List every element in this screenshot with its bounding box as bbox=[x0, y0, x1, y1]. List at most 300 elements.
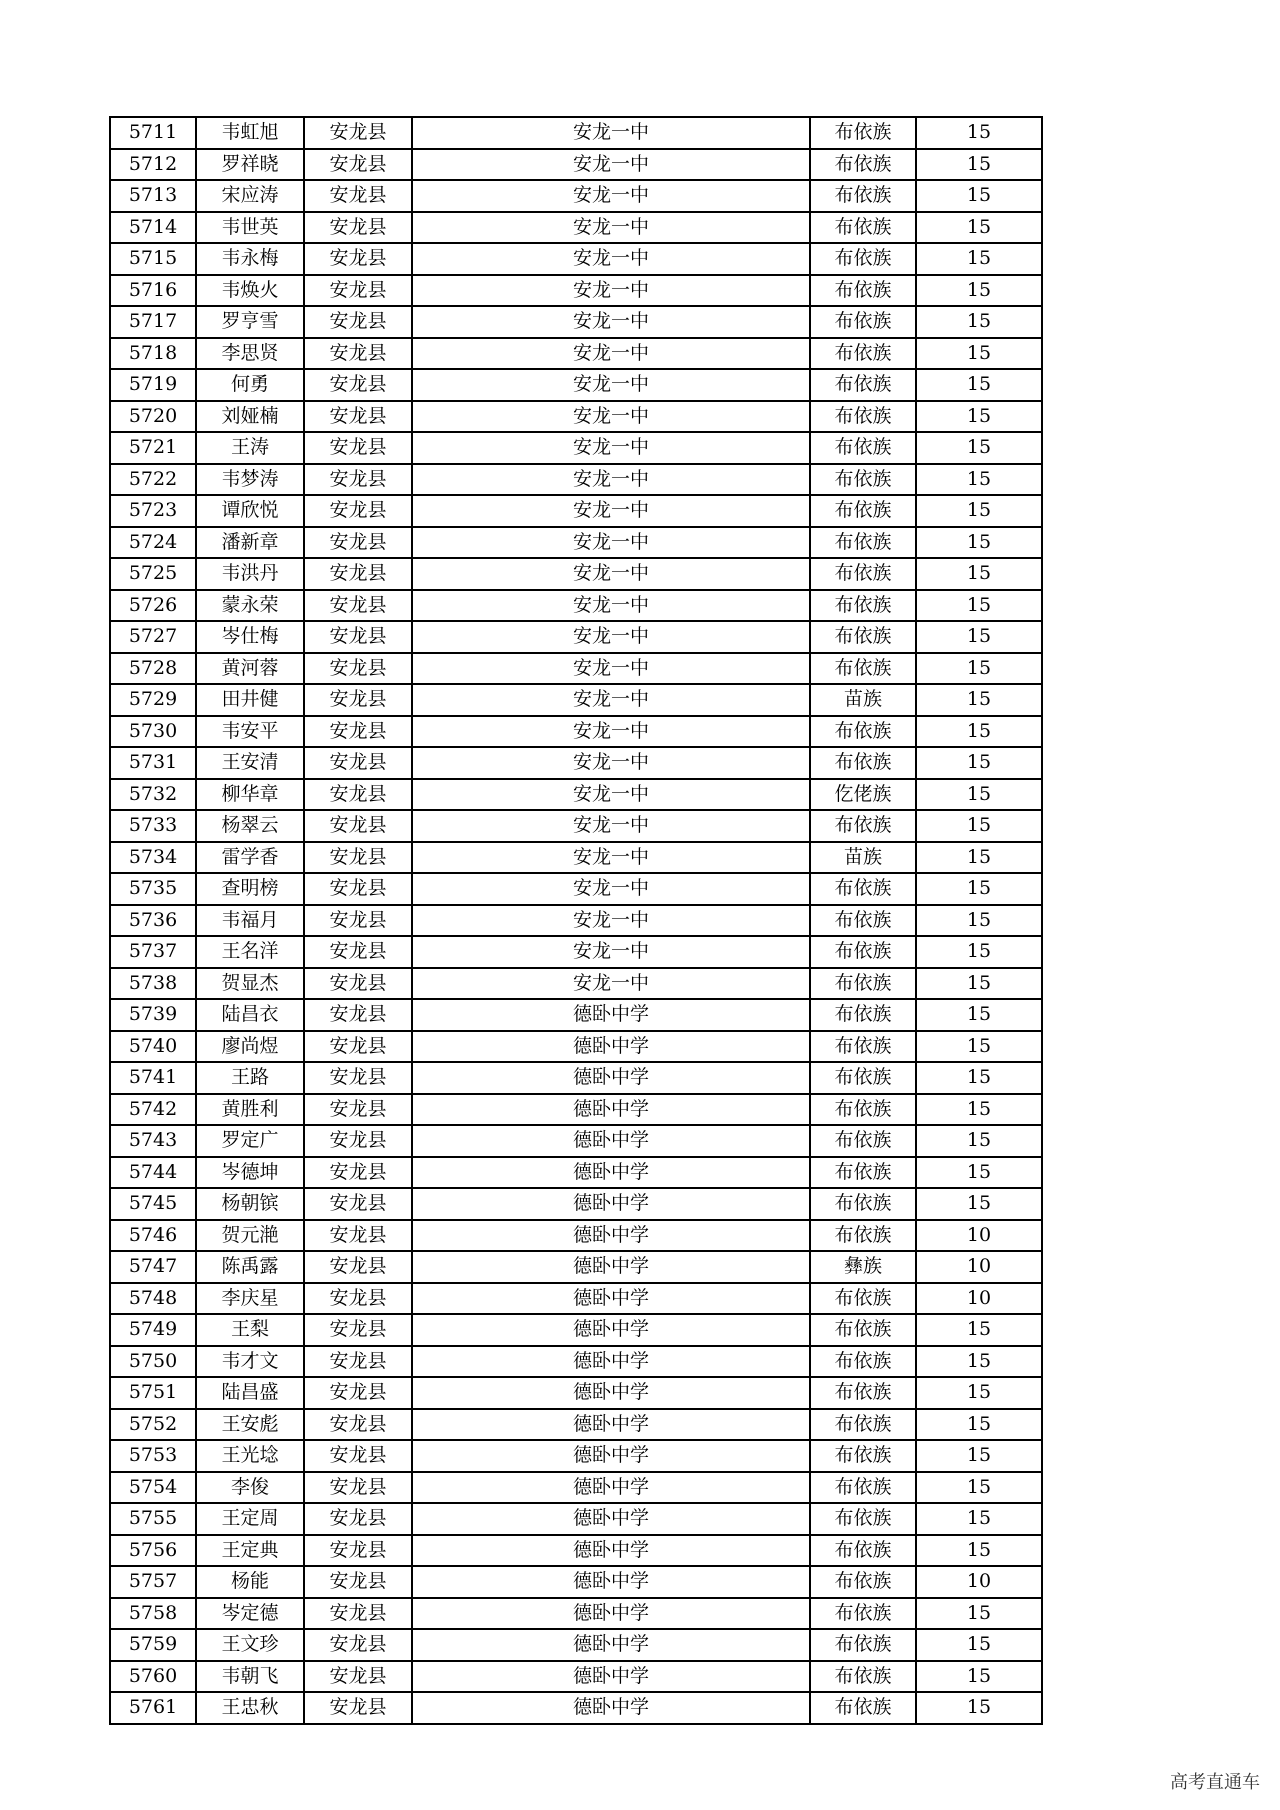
score-cell: 15 bbox=[916, 369, 1042, 401]
student-name-cell: 李思贤 bbox=[196, 338, 304, 370]
student-id-cell: 5735 bbox=[110, 873, 196, 905]
score-cell: 15 bbox=[916, 936, 1042, 968]
ethnicity-cell: 布依族 bbox=[810, 369, 916, 401]
student-id-cell: 5733 bbox=[110, 810, 196, 842]
table-row bbox=[110, 338, 1042, 370]
score-cell: 15 bbox=[916, 1157, 1042, 1189]
county-cell: 安龙县 bbox=[304, 432, 412, 464]
school-cell: 安龙一中 bbox=[412, 275, 810, 307]
county-cell: 安龙县 bbox=[304, 842, 412, 874]
student-id-cell: 5718 bbox=[110, 338, 196, 370]
table-row bbox=[110, 905, 1042, 937]
county-cell: 安龙县 bbox=[304, 1251, 412, 1283]
ethnicity-cell: 布依族 bbox=[810, 338, 916, 370]
county-cell: 安龙县 bbox=[304, 779, 412, 811]
table-row bbox=[110, 464, 1042, 496]
student-name-cell: 岑仕梅 bbox=[196, 621, 304, 653]
score-cell: 15 bbox=[916, 117, 1042, 149]
score-cell: 15 bbox=[916, 621, 1042, 653]
county-cell: 安龙县 bbox=[304, 1503, 412, 1535]
table-row bbox=[110, 1220, 1042, 1252]
ethnicity-cell: 布依族 bbox=[810, 495, 916, 527]
student-id-cell: 5712 bbox=[110, 149, 196, 181]
county-cell: 安龙县 bbox=[304, 527, 412, 559]
county-cell: 安龙县 bbox=[304, 1598, 412, 1630]
table-row bbox=[110, 558, 1042, 590]
county-cell: 安龙县 bbox=[304, 495, 412, 527]
student-id-cell: 5724 bbox=[110, 527, 196, 559]
score-cell: 15 bbox=[916, 1094, 1042, 1126]
score-cell: 15 bbox=[916, 1472, 1042, 1504]
county-cell: 安龙县 bbox=[304, 999, 412, 1031]
ethnicity-cell: 布依族 bbox=[810, 1283, 916, 1315]
ethnicity-cell: 布依族 bbox=[810, 905, 916, 937]
county-cell: 安龙县 bbox=[304, 968, 412, 1000]
table-row bbox=[110, 1503, 1042, 1535]
county-cell: 安龙县 bbox=[304, 401, 412, 433]
score-cell: 15 bbox=[916, 243, 1042, 275]
student-id-cell: 5747 bbox=[110, 1251, 196, 1283]
school-cell: 安龙一中 bbox=[412, 149, 810, 181]
ethnicity-cell: 布依族 bbox=[810, 1440, 916, 1472]
school-cell: 德卧中学 bbox=[412, 1692, 810, 1724]
student-name-cell: 潘新章 bbox=[196, 527, 304, 559]
student-id-cell: 5754 bbox=[110, 1472, 196, 1504]
ethnicity-cell: 布依族 bbox=[810, 243, 916, 275]
table-row bbox=[110, 1566, 1042, 1598]
school-cell: 安龙一中 bbox=[412, 432, 810, 464]
score-cell: 15 bbox=[916, 810, 1042, 842]
student-id-cell: 5745 bbox=[110, 1188, 196, 1220]
school-cell: 德卧中学 bbox=[412, 1031, 810, 1063]
score-cell: 15 bbox=[916, 149, 1042, 181]
ethnicity-cell: 布依族 bbox=[810, 306, 916, 338]
ethnicity-cell: 布依族 bbox=[810, 1598, 916, 1630]
student-id-cell: 5758 bbox=[110, 1598, 196, 1630]
table-row bbox=[110, 716, 1042, 748]
student-id-cell: 5721 bbox=[110, 432, 196, 464]
student-name-cell: 罗亨雪 bbox=[196, 306, 304, 338]
student-name-cell: 柳华章 bbox=[196, 779, 304, 811]
county-cell: 安龙县 bbox=[304, 1220, 412, 1252]
student-name-cell: 王定典 bbox=[196, 1535, 304, 1567]
score-cell: 15 bbox=[916, 275, 1042, 307]
county-cell: 安龙县 bbox=[304, 1283, 412, 1315]
ethnicity-cell: 布依族 bbox=[810, 1125, 916, 1157]
ethnicity-cell: 布依族 bbox=[810, 212, 916, 244]
school-cell: 德卧中学 bbox=[412, 1661, 810, 1693]
score-cell: 15 bbox=[916, 1535, 1042, 1567]
score-cell: 15 bbox=[916, 1062, 1042, 1094]
score-cell: 15 bbox=[916, 1188, 1042, 1220]
county-cell: 安龙县 bbox=[304, 243, 412, 275]
table-row bbox=[110, 1535, 1042, 1567]
county-cell: 安龙县 bbox=[304, 1031, 412, 1063]
school-cell: 安龙一中 bbox=[412, 905, 810, 937]
county-cell: 安龙县 bbox=[304, 747, 412, 779]
student-id-cell: 5755 bbox=[110, 1503, 196, 1535]
county-cell: 安龙县 bbox=[304, 1094, 412, 1126]
ethnicity-cell: 仡佬族 bbox=[810, 779, 916, 811]
student-name-cell: 王文珍 bbox=[196, 1629, 304, 1661]
table-row bbox=[110, 1629, 1042, 1661]
school-cell: 安龙一中 bbox=[412, 117, 810, 149]
student-id-cell: 5719 bbox=[110, 369, 196, 401]
student-id-cell: 5725 bbox=[110, 558, 196, 590]
ethnicity-cell: 布依族 bbox=[810, 968, 916, 1000]
student-name-cell: 廖尚煜 bbox=[196, 1031, 304, 1063]
school-cell: 安龙一中 bbox=[412, 558, 810, 590]
score-cell: 15 bbox=[916, 999, 1042, 1031]
student-id-cell: 5731 bbox=[110, 747, 196, 779]
table-row bbox=[110, 653, 1042, 685]
table-row bbox=[110, 1314, 1042, 1346]
county-cell: 安龙县 bbox=[304, 810, 412, 842]
ethnicity-cell: 布依族 bbox=[810, 999, 916, 1031]
county-cell: 安龙县 bbox=[304, 558, 412, 590]
student-name-cell: 韦才文 bbox=[196, 1346, 304, 1378]
student-id-cell: 5741 bbox=[110, 1062, 196, 1094]
county-cell: 安龙县 bbox=[304, 306, 412, 338]
county-cell: 安龙县 bbox=[304, 1566, 412, 1598]
table-row bbox=[110, 1692, 1042, 1724]
ethnicity-cell: 布依族 bbox=[810, 1314, 916, 1346]
ethnicity-cell: 布依族 bbox=[810, 653, 916, 685]
county-cell: 安龙县 bbox=[304, 1692, 412, 1724]
student-name-cell: 韦福月 bbox=[196, 905, 304, 937]
score-cell: 15 bbox=[916, 306, 1042, 338]
ethnicity-cell: 布依族 bbox=[810, 1346, 916, 1378]
roster-body bbox=[110, 117, 1042, 1724]
table-row bbox=[110, 1125, 1042, 1157]
student-id-cell: 5761 bbox=[110, 1692, 196, 1724]
score-cell: 15 bbox=[916, 464, 1042, 496]
student-name-cell: 王光埝 bbox=[196, 1440, 304, 1472]
student-id-cell: 5737 bbox=[110, 936, 196, 968]
table-row bbox=[110, 1283, 1042, 1315]
ethnicity-cell: 布依族 bbox=[810, 1629, 916, 1661]
ethnicity-cell: 布依族 bbox=[810, 1472, 916, 1504]
score-cell: 15 bbox=[916, 432, 1042, 464]
student-name-cell: 韦永梅 bbox=[196, 243, 304, 275]
ethnicity-cell: 布依族 bbox=[810, 1062, 916, 1094]
ethnicity-cell: 苗族 bbox=[810, 684, 916, 716]
score-cell: 15 bbox=[916, 684, 1042, 716]
ethnicity-cell: 布依族 bbox=[810, 1409, 916, 1441]
table-row bbox=[110, 810, 1042, 842]
student-id-cell: 5744 bbox=[110, 1157, 196, 1189]
student-name-cell: 谭欣悦 bbox=[196, 495, 304, 527]
table-row bbox=[110, 306, 1042, 338]
school-cell: 安龙一中 bbox=[412, 338, 810, 370]
school-cell: 安龙一中 bbox=[412, 306, 810, 338]
student-name-cell: 王忠秋 bbox=[196, 1692, 304, 1724]
student-name-cell: 贺元滟 bbox=[196, 1220, 304, 1252]
table-row bbox=[110, 999, 1042, 1031]
student-name-cell: 罗祥晓 bbox=[196, 149, 304, 181]
county-cell: 安龙县 bbox=[304, 590, 412, 622]
table-row bbox=[110, 1472, 1042, 1504]
county-cell: 安龙县 bbox=[304, 1472, 412, 1504]
ethnicity-cell: 布依族 bbox=[810, 149, 916, 181]
score-cell: 15 bbox=[916, 590, 1042, 622]
student-id-cell: 5730 bbox=[110, 716, 196, 748]
school-cell: 安龙一中 bbox=[412, 684, 810, 716]
table-row bbox=[110, 275, 1042, 307]
student-id-cell: 5742 bbox=[110, 1094, 196, 1126]
student-name-cell: 查明榜 bbox=[196, 873, 304, 905]
county-cell: 安龙县 bbox=[304, 621, 412, 653]
student-id-cell: 5713 bbox=[110, 180, 196, 212]
school-cell: 安龙一中 bbox=[412, 527, 810, 559]
school-cell: 德卧中学 bbox=[412, 1409, 810, 1441]
ethnicity-cell: 布依族 bbox=[810, 275, 916, 307]
school-cell: 德卧中学 bbox=[412, 1503, 810, 1535]
student-id-cell: 5729 bbox=[110, 684, 196, 716]
table-row bbox=[110, 1440, 1042, 1472]
table-row bbox=[110, 117, 1042, 149]
table-row bbox=[110, 401, 1042, 433]
table-row bbox=[110, 180, 1042, 212]
student-id-cell: 5740 bbox=[110, 1031, 196, 1063]
ethnicity-cell: 布依族 bbox=[810, 117, 916, 149]
county-cell: 安龙县 bbox=[304, 936, 412, 968]
county-cell: 安龙县 bbox=[304, 369, 412, 401]
ethnicity-cell: 布依族 bbox=[810, 180, 916, 212]
county-cell: 安龙县 bbox=[304, 117, 412, 149]
school-cell: 德卧中学 bbox=[412, 1346, 810, 1378]
school-cell: 安龙一中 bbox=[412, 621, 810, 653]
school-cell: 德卧中学 bbox=[412, 1157, 810, 1189]
score-cell: 10 bbox=[916, 1283, 1042, 1315]
student-name-cell: 杨朝镔 bbox=[196, 1188, 304, 1220]
student-name-cell: 王涛 bbox=[196, 432, 304, 464]
table-row bbox=[110, 968, 1042, 1000]
student-name-cell: 韦梦涛 bbox=[196, 464, 304, 496]
school-cell: 安龙一中 bbox=[412, 779, 810, 811]
school-cell: 安龙一中 bbox=[412, 495, 810, 527]
student-name-cell: 王安彪 bbox=[196, 1409, 304, 1441]
student-id-cell: 5715 bbox=[110, 243, 196, 275]
table-row bbox=[110, 149, 1042, 181]
table-row bbox=[110, 1031, 1042, 1063]
county-cell: 安龙县 bbox=[304, 1409, 412, 1441]
table-row bbox=[110, 1094, 1042, 1126]
student-id-cell: 5760 bbox=[110, 1661, 196, 1693]
county-cell: 安龙县 bbox=[304, 464, 412, 496]
student-name-cell: 宋应涛 bbox=[196, 180, 304, 212]
school-cell: 德卧中学 bbox=[412, 1062, 810, 1094]
student-id-cell: 5722 bbox=[110, 464, 196, 496]
student-id-cell: 5752 bbox=[110, 1409, 196, 1441]
ethnicity-cell: 布依族 bbox=[810, 1094, 916, 1126]
student-name-cell: 王梨 bbox=[196, 1314, 304, 1346]
ethnicity-cell: 布依族 bbox=[810, 527, 916, 559]
county-cell: 安龙县 bbox=[304, 1661, 412, 1693]
student-id-cell: 5720 bbox=[110, 401, 196, 433]
school-cell: 安龙一中 bbox=[412, 716, 810, 748]
student-id-cell: 5749 bbox=[110, 1314, 196, 1346]
school-cell: 德卧中学 bbox=[412, 1629, 810, 1661]
student-id-cell: 5748 bbox=[110, 1283, 196, 1315]
student-name-cell: 岑德坤 bbox=[196, 1157, 304, 1189]
student-name-cell: 李俊 bbox=[196, 1472, 304, 1504]
watermark-text: 高考直通车 bbox=[1170, 1772, 1260, 1793]
student-name-cell: 刘娅楠 bbox=[196, 401, 304, 433]
student-name-cell: 黄胜利 bbox=[196, 1094, 304, 1126]
county-cell: 安龙县 bbox=[304, 1440, 412, 1472]
score-cell: 15 bbox=[916, 1629, 1042, 1661]
student-id-cell: 5751 bbox=[110, 1377, 196, 1409]
student-name-cell: 贺显杰 bbox=[196, 968, 304, 1000]
score-cell: 15 bbox=[916, 1503, 1042, 1535]
county-cell: 安龙县 bbox=[304, 1629, 412, 1661]
student-id-cell: 5736 bbox=[110, 905, 196, 937]
student-id-cell: 5711 bbox=[110, 117, 196, 149]
county-cell: 安龙县 bbox=[304, 653, 412, 685]
student-name-cell: 杨能 bbox=[196, 1566, 304, 1598]
county-cell: 安龙县 bbox=[304, 716, 412, 748]
ethnicity-cell: 彝族 bbox=[810, 1251, 916, 1283]
county-cell: 安龙县 bbox=[304, 905, 412, 937]
ethnicity-cell: 布依族 bbox=[810, 873, 916, 905]
school-cell: 安龙一中 bbox=[412, 842, 810, 874]
school-cell: 安龙一中 bbox=[412, 653, 810, 685]
table-row bbox=[110, 243, 1042, 275]
ethnicity-cell: 布依族 bbox=[810, 621, 916, 653]
student-name-cell: 雷学香 bbox=[196, 842, 304, 874]
ethnicity-cell: 布依族 bbox=[810, 1031, 916, 1063]
student-id-cell: 5726 bbox=[110, 590, 196, 622]
student-id-cell: 5716 bbox=[110, 275, 196, 307]
school-cell: 安龙一中 bbox=[412, 936, 810, 968]
student-name-cell: 岑定德 bbox=[196, 1598, 304, 1630]
score-cell: 15 bbox=[916, 873, 1042, 905]
ethnicity-cell: 布依族 bbox=[810, 1377, 916, 1409]
student-id-cell: 5746 bbox=[110, 1220, 196, 1252]
student-id-cell: 5756 bbox=[110, 1535, 196, 1567]
ethnicity-cell: 布依族 bbox=[810, 1692, 916, 1724]
school-cell: 德卧中学 bbox=[412, 1566, 810, 1598]
table-row bbox=[110, 432, 1042, 464]
student-name-cell: 韦虹旭 bbox=[196, 117, 304, 149]
county-cell: 安龙县 bbox=[304, 212, 412, 244]
school-cell: 德卧中学 bbox=[412, 999, 810, 1031]
score-cell: 15 bbox=[916, 180, 1042, 212]
score-cell: 15 bbox=[916, 1125, 1042, 1157]
score-cell: 15 bbox=[916, 527, 1042, 559]
student-id-cell: 5753 bbox=[110, 1440, 196, 1472]
score-cell: 15 bbox=[916, 1661, 1042, 1693]
school-cell: 安龙一中 bbox=[412, 243, 810, 275]
school-cell: 安龙一中 bbox=[412, 590, 810, 622]
school-cell: 安龙一中 bbox=[412, 369, 810, 401]
county-cell: 安龙县 bbox=[304, 1062, 412, 1094]
student-id-cell: 5714 bbox=[110, 212, 196, 244]
table-row bbox=[110, 684, 1042, 716]
table-row bbox=[110, 590, 1042, 622]
student-name-cell: 王路 bbox=[196, 1062, 304, 1094]
ethnicity-cell: 布依族 bbox=[810, 747, 916, 779]
student-name-cell: 王名洋 bbox=[196, 936, 304, 968]
student-name-cell: 李庆星 bbox=[196, 1283, 304, 1315]
table-row bbox=[110, 1377, 1042, 1409]
table-row bbox=[110, 1409, 1042, 1441]
score-cell: 15 bbox=[916, 779, 1042, 811]
student-id-cell: 5757 bbox=[110, 1566, 196, 1598]
student-id-cell: 5743 bbox=[110, 1125, 196, 1157]
ethnicity-cell: 布依族 bbox=[810, 432, 916, 464]
score-cell: 15 bbox=[916, 338, 1042, 370]
student-name-cell: 田井健 bbox=[196, 684, 304, 716]
county-cell: 安龙县 bbox=[304, 149, 412, 181]
school-cell: 安龙一中 bbox=[412, 747, 810, 779]
student-name-cell: 韦朝飞 bbox=[196, 1661, 304, 1693]
student-name-cell: 杨翠云 bbox=[196, 810, 304, 842]
school-cell: 安龙一中 bbox=[412, 873, 810, 905]
school-cell: 安龙一中 bbox=[412, 212, 810, 244]
student-name-cell: 韦世英 bbox=[196, 212, 304, 244]
score-cell: 15 bbox=[916, 401, 1042, 433]
school-cell: 安龙一中 bbox=[412, 464, 810, 496]
school-cell: 德卧中学 bbox=[412, 1440, 810, 1472]
ethnicity-cell: 布依族 bbox=[810, 936, 916, 968]
score-cell: 15 bbox=[916, 1346, 1042, 1378]
table-row bbox=[110, 1661, 1042, 1693]
county-cell: 安龙县 bbox=[304, 338, 412, 370]
ethnicity-cell: 布依族 bbox=[810, 810, 916, 842]
school-cell: 安龙一中 bbox=[412, 401, 810, 433]
student-name-cell: 韦安平 bbox=[196, 716, 304, 748]
school-cell: 德卧中学 bbox=[412, 1314, 810, 1346]
ethnicity-cell: 布依族 bbox=[810, 1188, 916, 1220]
county-cell: 安龙县 bbox=[304, 1188, 412, 1220]
ethnicity-cell: 布依族 bbox=[810, 1566, 916, 1598]
table-row bbox=[110, 1251, 1042, 1283]
table-row bbox=[110, 842, 1042, 874]
student-name-cell: 陆昌衣 bbox=[196, 999, 304, 1031]
school-cell: 德卧中学 bbox=[412, 1472, 810, 1504]
county-cell: 安龙县 bbox=[304, 1125, 412, 1157]
school-cell: 德卧中学 bbox=[412, 1094, 810, 1126]
student-id-cell: 5739 bbox=[110, 999, 196, 1031]
ethnicity-cell: 布依族 bbox=[810, 401, 916, 433]
county-cell: 安龙县 bbox=[304, 1535, 412, 1567]
student-name-cell: 蒙永荣 bbox=[196, 590, 304, 622]
ethnicity-cell: 布依族 bbox=[810, 716, 916, 748]
table-row bbox=[110, 1188, 1042, 1220]
school-cell: 德卧中学 bbox=[412, 1188, 810, 1220]
student-id-cell: 5750 bbox=[110, 1346, 196, 1378]
table-row bbox=[110, 1062, 1042, 1094]
student-id-cell: 5732 bbox=[110, 779, 196, 811]
school-cell: 安龙一中 bbox=[412, 180, 810, 212]
score-cell: 15 bbox=[916, 495, 1042, 527]
score-cell: 15 bbox=[916, 1692, 1042, 1724]
ethnicity-cell: 布依族 bbox=[810, 1157, 916, 1189]
score-cell: 10 bbox=[916, 1566, 1042, 1598]
ethnicity-cell: 布依族 bbox=[810, 1220, 916, 1252]
score-cell: 15 bbox=[916, 747, 1042, 779]
score-cell: 15 bbox=[916, 905, 1042, 937]
score-cell: 15 bbox=[916, 842, 1042, 874]
score-cell: 15 bbox=[916, 1409, 1042, 1441]
score-cell: 15 bbox=[916, 1598, 1042, 1630]
score-cell: 10 bbox=[916, 1251, 1042, 1283]
table-row bbox=[110, 527, 1042, 559]
student-name-cell: 陆昌盛 bbox=[196, 1377, 304, 1409]
ethnicity-cell: 布依族 bbox=[810, 590, 916, 622]
